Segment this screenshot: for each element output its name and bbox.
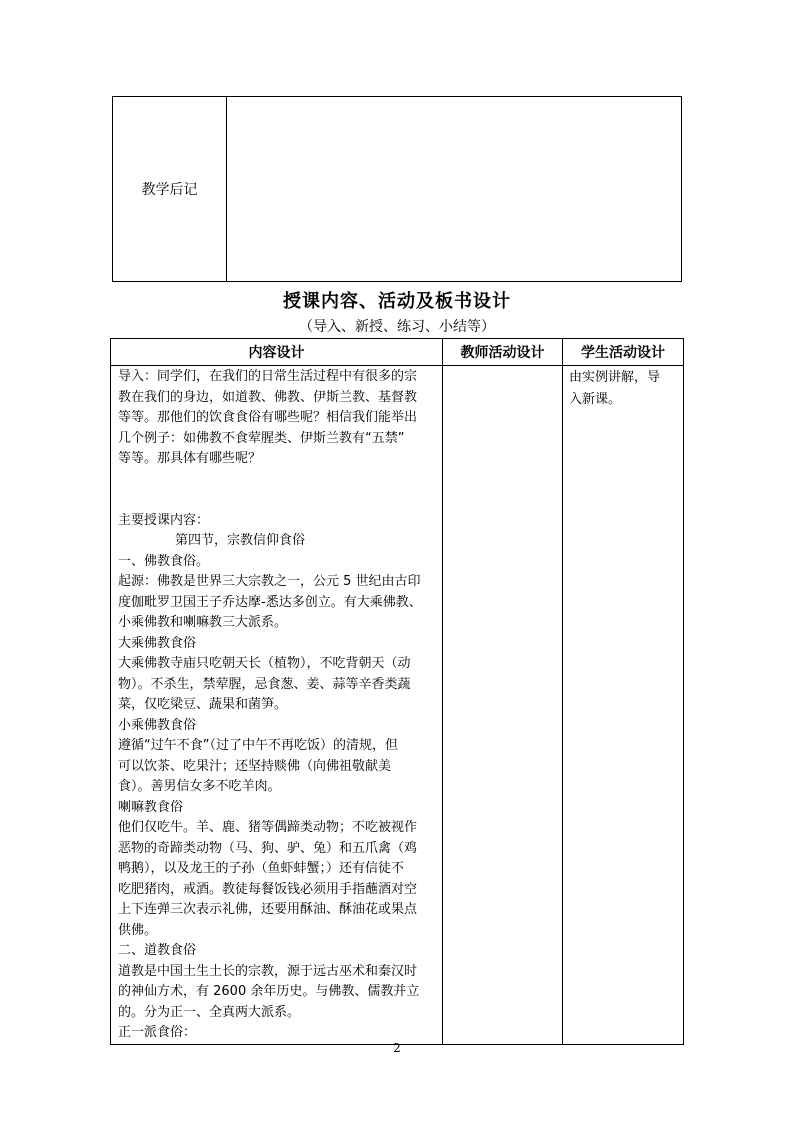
content-line: 喇嘛教食俗 [118,799,184,815]
header-content-design: 内容设计 [111,339,443,366]
header-teacher-activity: 教师活动设计 [443,339,563,366]
content-design-cell [111,366,443,1045]
content-line: 二、道教食俗 [118,943,197,958]
student-activity-cell [563,366,684,1045]
page-number: 2 [393,1041,401,1055]
content-line: 供佛。 [118,922,158,938]
lesson-table [110,338,684,1045]
content-line: 可以饮茶、吃果汁；还坚持赕佛（向佛祖敬献美 [118,758,392,774]
content-line: 小乘佛教和喇嘛教三大派系。 [118,615,288,630]
header-student-activity: 学生活动设计 [563,339,684,366]
content-line: 的神仙方术，有 2600 余年历史。与佛教、儒教并立 [118,984,420,999]
teacher-activity-cell [443,366,563,1045]
content-line: 主要授课内容： [118,512,210,528]
postscript-table [112,96,682,282]
content-line: 菜，仅吃梁豆、蔬果和菌笋。 [118,697,288,712]
content-line: 大乘佛教食俗 [118,635,197,651]
section-title: 授课内容、活动及板书设计 [283,291,511,312]
content-line: 几个例子：如佛教不食荤腥类、伊斯兰教有“五禁” [118,430,405,446]
content-line: 食）。善男信女多不吃羊肉。 [118,779,281,794]
content-line: 等等。那他们的饮食食俗有哪些呢？相信我们能举出 [118,410,418,425]
content-line: 度伽毗罗卫国王子乔达摩-悉达多创立。有大乘佛教、 [118,594,422,610]
content-line: 大乘佛教寺庙只吃朝天长（植物），不吃背朝天（动 [118,656,411,671]
content-line: 物）。不杀生，禁荤腥，忌食葱、姜、蒜等辛香类蔬 [118,676,411,692]
content-line: 第四节，宗教信仰食俗 [175,533,306,548]
content-line: 教在我们的身边，如道教、佛教、伊斯兰教、基督教 [118,389,418,405]
content-line: 等等。那具体有哪些呢？ [118,451,262,466]
content-line: 起源：佛教是世界三大宗教之一，公元 5 世纪由古印 [118,574,421,589]
content-line: 小乘佛教食俗 [118,717,197,733]
content-line: 鸭鹅），以及龙王的子孙（鱼虾蚌蟹；）还有信徒不 [118,861,405,876]
content-line: 一、佛教食俗。 [118,553,210,569]
content-line: 导入：同学们，在我们的日常生活过程中有很多的宗 [118,369,418,384]
postscript-content [227,97,682,282]
student-activity-line: 入新课。 [569,392,622,407]
content-blank-line [118,470,437,511]
content-line: 恶物的奇蹄类动物（马、狗、驴、兔）和五爪禽（鸡 [118,840,418,856]
section-subtitle: （导入、新授、练习、小结等） [299,319,495,335]
content-line: 正一派食俗： [118,1025,197,1040]
lesson-table-header-row [111,339,684,366]
content-line: 吃肥猪肉，戒酒。教徒每餐饭钱必须用手指蘸酒对空 [118,881,418,897]
content-line: 的。分为正一、全真两大派系。 [118,1004,301,1020]
content-line: 他们仅吃牛。羊、鹿、猪等偶蹄类动物；不吃被视作 [118,820,418,835]
content-line: 道教是中国土生土长的宗教，源于远古巫术和秦汉时 [118,963,418,979]
postscript-label: 教学后记 [113,97,227,282]
lesson-table-body-row [111,366,684,1045]
content-line: 上下连弹三次表示礼佛，还要用酥油、酥油花或果点 [118,902,418,917]
content-line: 遵循“过午不食”（过了中午不再吃饭）的清规，但 [118,738,398,753]
student-activity-line: 由实例讲解，导 [569,370,661,385]
